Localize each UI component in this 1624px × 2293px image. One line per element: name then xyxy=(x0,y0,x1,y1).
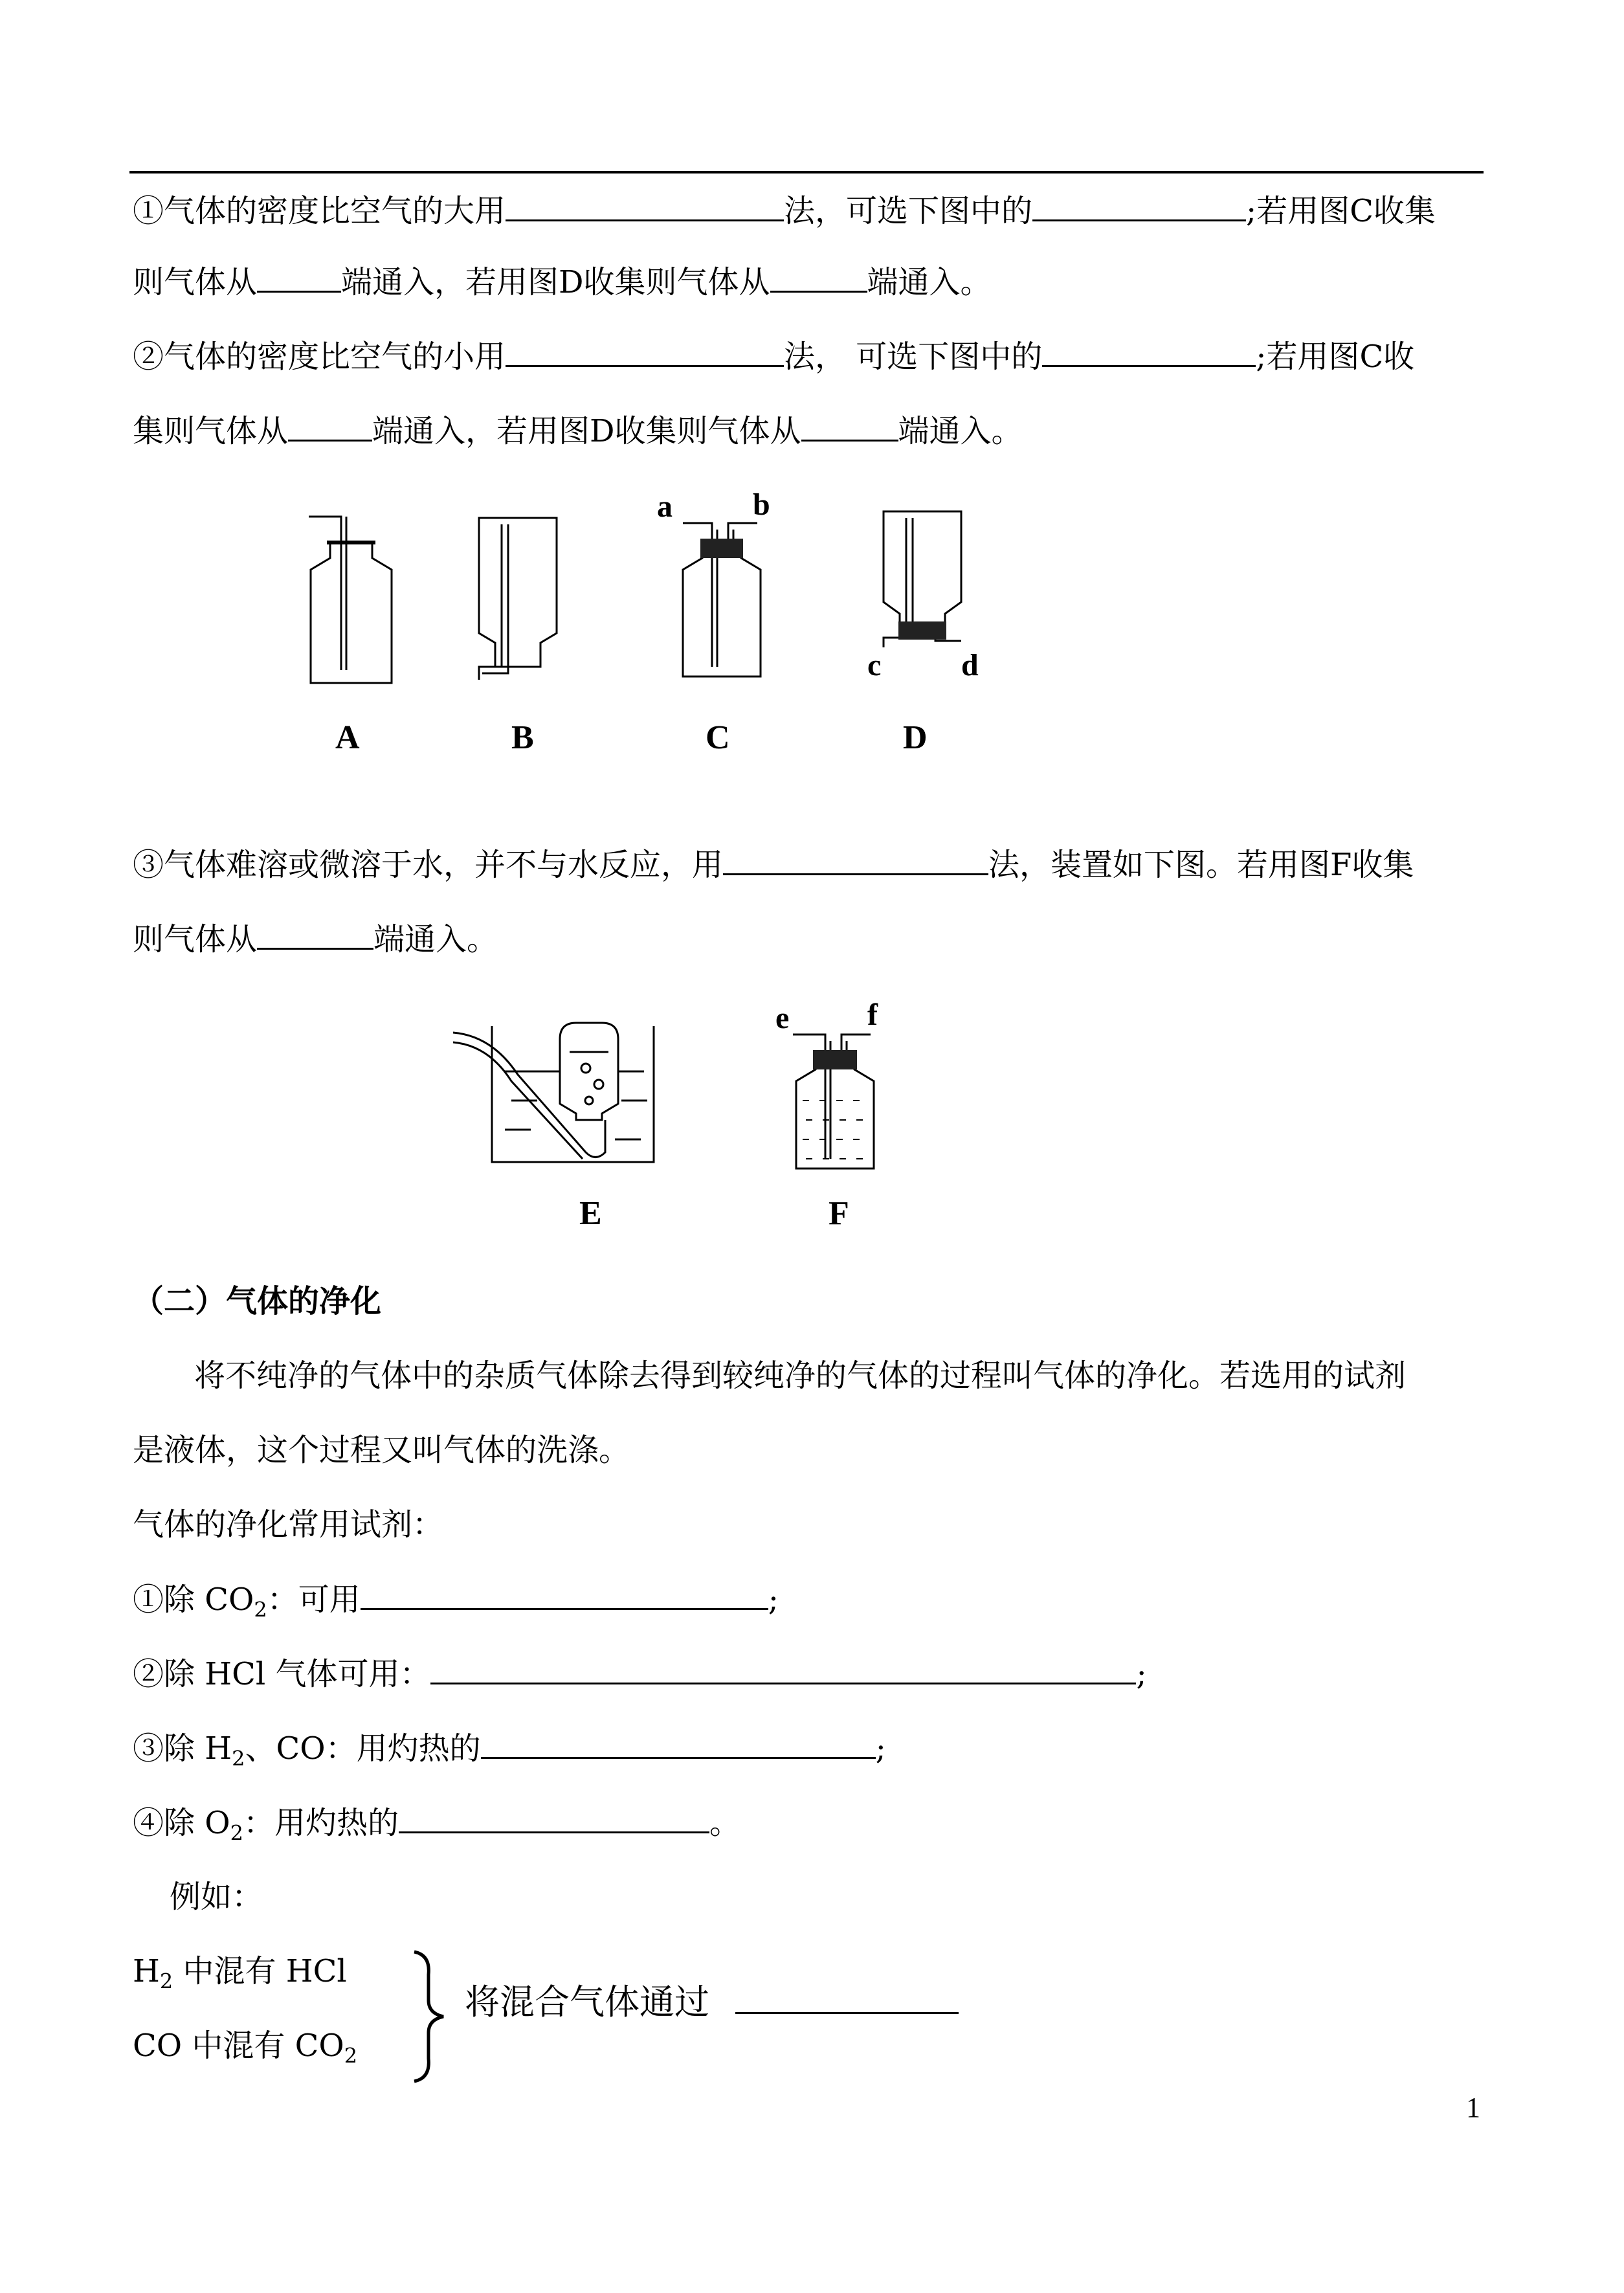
reagent-4: ④除 $O_2$：用灼热的 。 xyxy=(133,1803,740,1853)
example-label: 例如： xyxy=(170,1879,263,1915)
answer-blank[interactable] xyxy=(430,1654,1136,1684)
figure-label-a: A xyxy=(335,719,360,756)
bottle-b xyxy=(479,518,557,680)
water-dashes xyxy=(803,1101,867,1159)
grouping-brace xyxy=(414,1952,443,2081)
port-b: b xyxy=(753,487,770,522)
reagent-2: ②除 HCl 气体可用： ; xyxy=(133,1654,1147,1694)
answer-blank[interactable] xyxy=(399,1803,709,1833)
answer-blank[interactable] xyxy=(361,1580,768,1610)
section-heading: （二）气体的净化 xyxy=(133,1283,382,1319)
item1-line1: ①气体的密度比空气的大用 法，可选下图中的 ;若用图C收集 xyxy=(133,191,1436,230)
port-a: a xyxy=(657,489,673,524)
item1-line2: 则气体从 端通入，若用图D收集则气体从 端通入。 xyxy=(133,262,992,302)
reagent-1: ①除 $CO_2$：可用 ; xyxy=(133,1580,779,1629)
port-f: f xyxy=(867,998,878,1032)
reagent-3: ③除 $H_2$、CO：用灼热的 ; xyxy=(133,1728,886,1778)
port-d: d xyxy=(961,648,979,682)
figure-label-b: B xyxy=(511,719,534,756)
item3-line1: ③气体难溶或微溶于水，并不与水反应，用 法，装置如下图。若用图F收集 xyxy=(133,845,1414,884)
page-number: 1 xyxy=(1466,2092,1480,2123)
port-c: c xyxy=(867,648,882,682)
figure-label-d: D xyxy=(903,719,928,756)
water-trough-e xyxy=(453,1023,654,1162)
paragraph: 将不纯净的气体中的杂质气体除去得到较纯净的气体的过程叫气体的净化。若选用的试剂 xyxy=(194,1358,1407,1394)
answer-blank[interactable] xyxy=(723,845,988,875)
answer-blank[interactable] xyxy=(735,1980,959,2014)
brace-instruction: 将混合气体通过 xyxy=(465,1974,959,2024)
paragraph: 是液体，这个过程又叫气体的洗涤。 xyxy=(133,1432,630,1468)
example-1: $H_2$ 中混有 HCl xyxy=(133,1953,347,1994)
example-2: CO 中混有 $CO_2$ xyxy=(133,2028,358,2068)
answer-blank[interactable] xyxy=(257,919,373,950)
figure-label-c: C xyxy=(706,719,730,756)
figure-label-f: F xyxy=(829,1195,849,1232)
stopper-c xyxy=(700,539,743,558)
answer-blank[interactable] xyxy=(481,1728,876,1759)
port-e: e xyxy=(775,1001,790,1035)
stopper-f xyxy=(813,1050,857,1069)
item2-line1: ②气体的密度比空气的小用 法， 可选下图中的 ;若用图C收 xyxy=(133,337,1414,376)
stopper-d xyxy=(898,621,946,640)
figure-label-e: E xyxy=(579,1195,602,1232)
item3-line2: 则气体从 端通入。 xyxy=(133,919,498,959)
bottle-a xyxy=(309,517,392,683)
reagents-title: 气体的净化常用试剂： xyxy=(133,1506,444,1543)
item2-line2: 集则气体从 端通入，若用图D收集则气体从 端通入。 xyxy=(133,411,1023,451)
